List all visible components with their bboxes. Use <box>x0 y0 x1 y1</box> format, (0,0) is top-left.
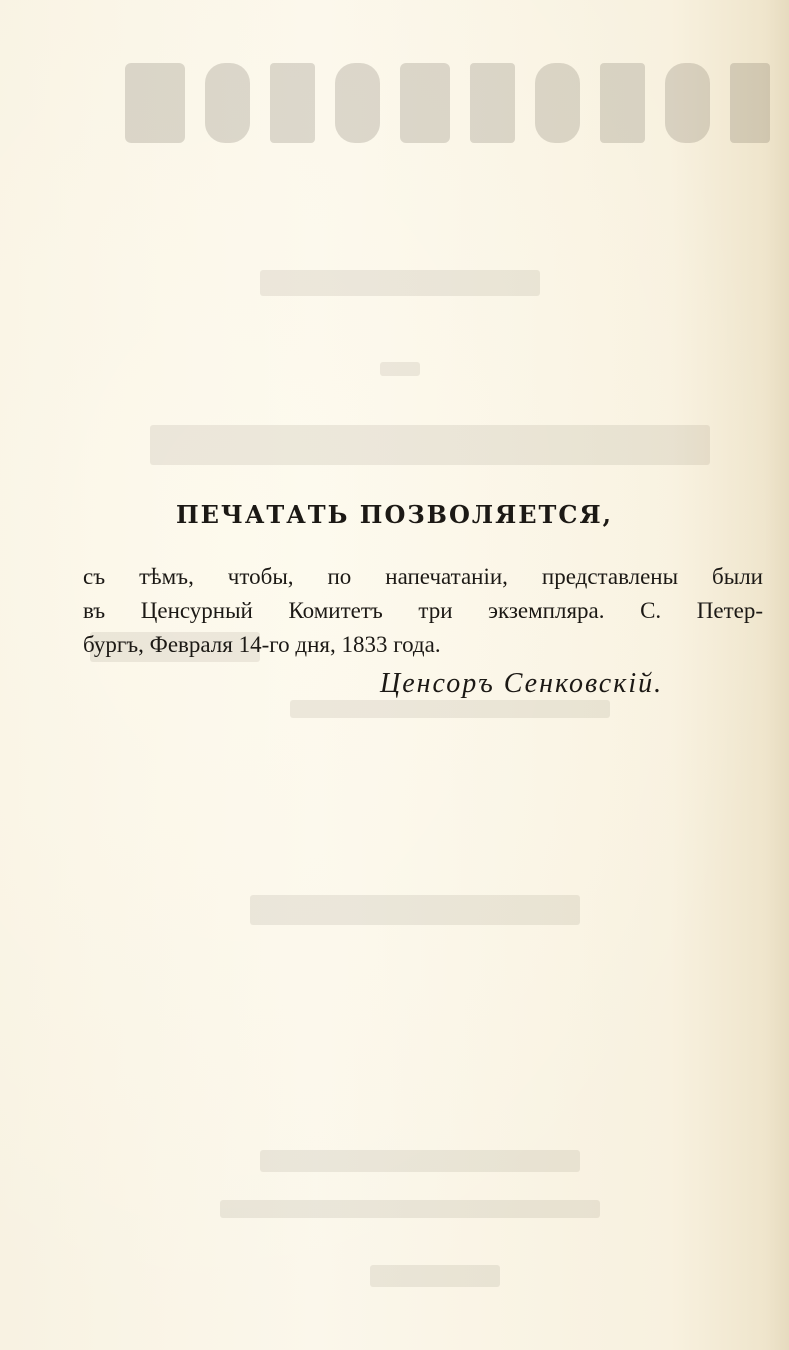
bleed-through-line <box>260 270 540 296</box>
bleed-through-line <box>150 425 710 465</box>
censorship-text <box>83 560 763 662</box>
text-line: въ Ценсурный Комитетъ три экземпляра. С. Петер- <box>83 598 763 623</box>
bleed-through-line <box>290 700 610 718</box>
permission-heading: ПЕЧАТАТЬ ПОЗВОЛЯЕТСЯ, <box>175 500 614 529</box>
bleed-through-line <box>380 362 420 376</box>
bleed-through-line <box>250 895 580 925</box>
bleed-through-title <box>100 58 780 148</box>
bleed-through-line <box>220 1200 600 1218</box>
bleed-through-line <box>260 1150 580 1172</box>
text-line: съ тѣмъ, чтобы, по напечатаніи, представлены были <box>83 564 763 589</box>
bleed-through-line <box>370 1265 500 1287</box>
censor-signature: Ценсоръ Сенковскій. <box>380 668 664 699</box>
text-line: бургъ, Февраля 14-го дня, 1833 года. <box>83 632 441 657</box>
